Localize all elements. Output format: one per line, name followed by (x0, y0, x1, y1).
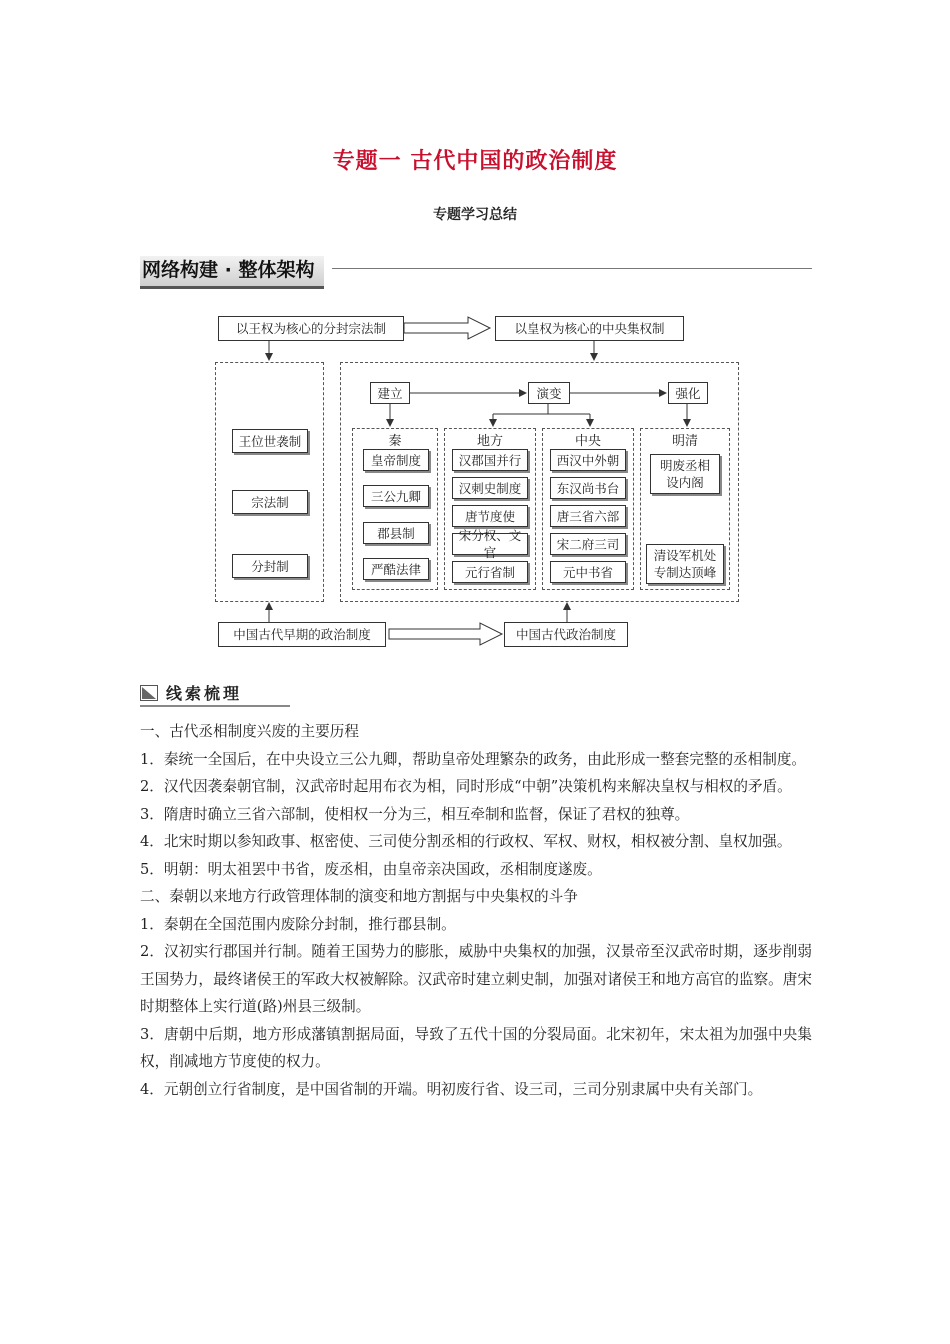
column-central-title: 中央 (574, 434, 601, 449)
stage-strengthen: 强化 (668, 382, 708, 404)
paragraph: 一、古代丞相制度兴废的主要历程 (140, 723, 359, 740)
top-flow-arrow (404, 317, 490, 339)
top-left-box: 以王权为核心的分封宗法制 (218, 316, 404, 341)
paragraph: 1．秦朝在全国范围内废除分封制，推行郡县制。 (140, 915, 456, 933)
local-item-5: 元行省制 (452, 561, 528, 583)
column-mingqing-title: 明清 (671, 434, 698, 449)
mingqing-item-1: 明废丞相 设内阁 (650, 454, 720, 494)
paragraph: 3．唐朝中后期，地方形成藩镇割据局面，导致了五代十国的分裂局面。北宋初年，宋太祖为加强中央集权，削减地方节度使的权力。 (140, 1025, 812, 1070)
bottom-right-box: 中国古代政治制度 (504, 622, 628, 647)
left-item-3: 分封制 (232, 554, 308, 578)
column-local-title: 地方 (476, 434, 503, 449)
stage-evolve: 演变 (528, 382, 570, 404)
paragraph: 5．明朝：明太祖罢中书省，废丞相，由皇帝亲决国政，丞相制度遂废。 (140, 860, 602, 878)
central-item-3: 唐三省六部 (550, 505, 626, 527)
paragraph: 2．汉初实行郡国并行制。随着王国势力的膨胀，威胁中央集权的加强，汉景帝至汉武帝时期，逐步削弱王国势力，最终诸侯王的军政大权被解除。汉武帝时建立刺史制，加强对诸侯王和地方高官的监察。唐宋时期整体上实行道(路)州县三级制。 (140, 943, 812, 1015)
local-item-1: 汉郡国并行 (452, 449, 528, 471)
qin-item-4: 严酷法律 (363, 558, 429, 580)
section-heading-label: 网络构建 · 整体架构 (140, 256, 324, 289)
slash-square-icon (140, 685, 158, 701)
local-item-4: 宋分权、文官 (452, 533, 528, 555)
paragraph: 4．北宋时期以参知政事、枢密使、三司使分割丞相的行政权、军权、财权，相权被分割、皇权加强。 (140, 833, 792, 850)
clues-heading-label: 线索梳理 (166, 684, 243, 703)
local-item-2: 汉刺史制度 (452, 477, 528, 499)
bottom-left-box: 中国古代早期的政治制度 (218, 622, 386, 647)
paragraph: 1．秦统一全国后，在中央设立三公九卿，帮助皇帝处理繁杂的政务，由此形成一整套完整的丞相制度。 (140, 750, 807, 768)
page-subtitle: 专题学习总结 (433, 207, 517, 223)
stage-establish: 建立 (370, 382, 410, 404)
central-item-2: 东汉尚书台 (550, 477, 626, 499)
qin-item-1: 皇帝制度 (363, 449, 429, 471)
clues-heading-rule (140, 705, 290, 707)
page-title: 专题一 古代中国的政治制度 (332, 149, 618, 174)
clues-heading (140, 681, 290, 707)
central-item-1: 西汉中外朝 (550, 449, 626, 471)
paragraph: 2．汉代因袭秦朝官制，汉武帝时起用布衣为相，同时形成“中朝”决策机构来解决皇权与相权的矛盾。 (140, 778, 792, 795)
local-item-3: 唐节度使 (452, 505, 528, 527)
qin-item-2: 三公九卿 (363, 485, 429, 507)
central-item-5: 元中书省 (550, 561, 626, 583)
qin-item-3: 郡县制 (363, 522, 429, 544)
paragraph: 4．元朝创立行省制度，是中国省制的开端。明初废行省、设三司，三司分别隶属中央有关部门。 (140, 1080, 763, 1098)
bottom-flow-arrow (389, 623, 502, 645)
central-item-4: 宋二府三司 (550, 533, 626, 555)
mingqing-item-2: 清设军机处 专制达顶峰 (646, 544, 724, 584)
column-qin-title: 秦 (388, 434, 402, 449)
clues-body (140, 718, 812, 1103)
top-right-box: 以皇权为核心的中央集权制 (495, 316, 684, 341)
paragraph: 3．隋唐时确立三省六部制，使相权一分为三，相互牵制和监督，保证了君权的独尊。 (140, 805, 690, 823)
paragraph: 二、秦朝以来地方行政管理体制的演变和地方割据与中央集权的斗争 (140, 888, 578, 905)
left-item-1: 王位世袭制 (232, 429, 308, 453)
left-item-2: 宗法制 (232, 490, 308, 514)
